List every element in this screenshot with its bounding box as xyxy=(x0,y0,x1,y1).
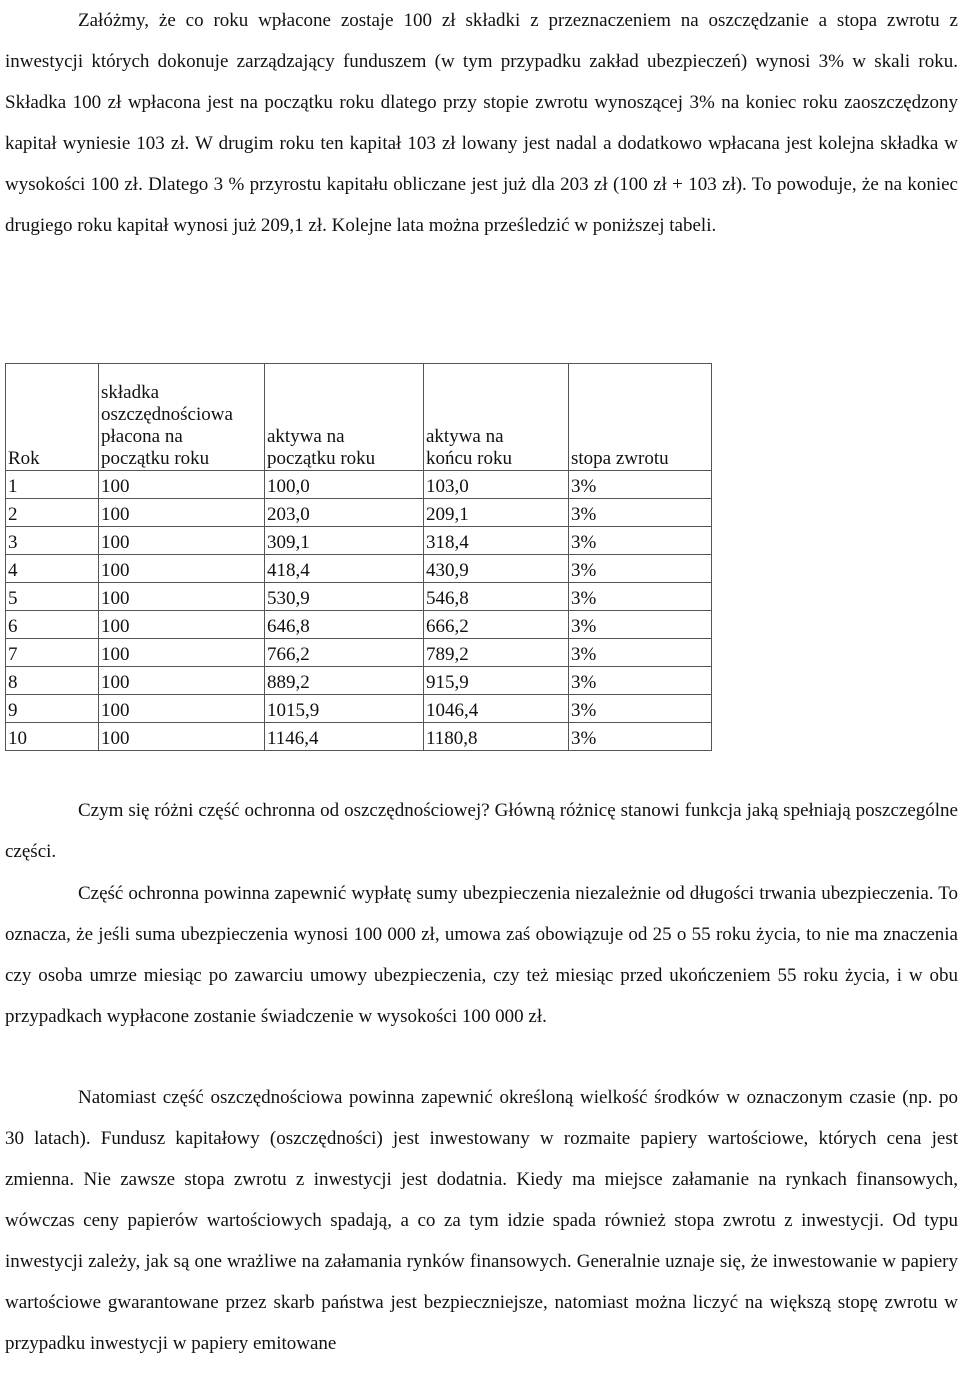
table-cell: 100 xyxy=(99,555,265,583)
table-cell: 3% xyxy=(569,723,712,751)
table-cell: 100 xyxy=(99,695,265,723)
table-cell: 1146,4 xyxy=(265,723,424,751)
table-cell: 666,2 xyxy=(424,611,569,639)
table-row xyxy=(6,695,712,723)
table-cell: 100 xyxy=(99,499,265,527)
table-cell: 10 xyxy=(6,723,99,751)
table-row xyxy=(6,723,712,751)
table-cell: 789,2 xyxy=(424,639,569,667)
table-cell: 1 xyxy=(6,471,99,499)
table-cell: 5 xyxy=(6,583,99,611)
table-cell: 6 xyxy=(6,611,99,639)
table-cell: 309,1 xyxy=(265,527,424,555)
table-cell: 1046,4 xyxy=(424,695,569,723)
table-cell: 100 xyxy=(99,639,265,667)
table-cell: 418,4 xyxy=(265,555,424,583)
table-cell: 100 xyxy=(99,583,265,611)
table-cell: 100 xyxy=(99,611,265,639)
table-row xyxy=(6,639,712,667)
table-cell: 1180,8 xyxy=(424,723,569,751)
table-row xyxy=(6,583,712,611)
table-cell: 546,8 xyxy=(424,583,569,611)
table-cell: 7 xyxy=(6,639,99,667)
table-cell: 318,4 xyxy=(424,527,569,555)
table-cell: 3% xyxy=(569,471,712,499)
table-cell: 3% xyxy=(569,527,712,555)
table-header-row xyxy=(6,364,712,471)
table-body xyxy=(6,471,712,751)
table-cell: 100 xyxy=(99,667,265,695)
table-cell: 3% xyxy=(569,695,712,723)
table-cell: 646,8 xyxy=(265,611,424,639)
paragraph-oszczednosciowa: Natomiast część oszczędnościowa powinna zapewnić określoną wielkość środków w oznaczonym czasie (np. po 30 latach). Fundusz kapitałowy (oszczędności) jest inwestowany w rozmaite papiery wartościowe, których cena jest zmienna. Nie zawsze stopa zwrotu z inwestycji jest dodatnia. Kiedy ma miejsce załamanie na rynkach finansowych, wówczas ceny papierów wartościowych spadają, a co za tym idzie spada również stopa zwrotu z inwestycji. Od typu inwestycji zależy, jak są one wrażliwe na załamania rynków finansowych. Generalnie uznaje się, że inwestowanie w papiery wartościowe gwarantowane przez skarb państwa jest bezpieczniejsze, natomiast można liczyć na większą stopę zwrotu w przypadku inwestycji w papiery emitowane xyxy=(5,1087,958,1354)
table-cell: 3 xyxy=(6,527,99,555)
header-aktywa-koniec: aktywa na końcu roku xyxy=(424,364,569,471)
table-cell: 100 xyxy=(99,527,265,555)
table-cell: 3% xyxy=(569,583,712,611)
table-cell: 8 xyxy=(6,667,99,695)
table-cell: 3% xyxy=(569,667,712,695)
table-cell: 209,1 xyxy=(424,499,569,527)
table-row xyxy=(6,555,712,583)
table-cell: 103,0 xyxy=(424,471,569,499)
table-cell: 889,2 xyxy=(265,667,424,695)
table-row xyxy=(6,499,712,527)
paragraph-intro: Załóżmy, że co roku wpłacone zostaje 100 zł składki z przeznaczeniem na oszczędzanie a stopa zwrotu z inwestycji których dokonuje zarządzający funduszem (w tym przypadku zakład ubezpieczeń) wynosi 3% w skali roku. Składka 100 zł wpłacona jest na początku roku dlatego przy stopie zwrotu wynoszącej 3% na koniec roku zaoszczędzony kapitał wyniesie 103 zł. W drugim roku ten kapitał 103 zł lowany jest nadal a dodatkowo wpłacana jest kolejna składka w wysokości 100 zł. Dlatego 3 % przyrostu kapitału obliczane jest już dla 203 zł (100 zł + 103 zł). To powoduje, że na koniec drugiego roku kapitał wynosi już 209,1 zł. Kolejne lata można prześledzić w poniższej tabeli. xyxy=(5,10,958,236)
table-cell: 203,0 xyxy=(265,499,424,527)
table-cell: 100 xyxy=(99,471,265,499)
table-row xyxy=(6,611,712,639)
table-row xyxy=(6,471,712,499)
savings-table xyxy=(5,363,712,751)
table-cell: 1015,9 xyxy=(265,695,424,723)
table-cell: 915,9 xyxy=(424,667,569,695)
header-skladka: składka oszczędnościowa płacona na początku roku xyxy=(99,364,265,471)
table-cell: 766,2 xyxy=(265,639,424,667)
table-cell: 100,0 xyxy=(265,471,424,499)
table-row xyxy=(6,667,712,695)
paragraph-ochronna: Część ochronna powinna zapewnić wypłatę sumy ubezpieczenia niezależnie od długości trwania ubezpieczenia. To oznacza, że jeśli suma ubezpieczenia wynosi 100 000 zł, umowa zaś obowiązuje od 25 o 55 roku życia, to nie ma znaczenia czy osoba umrze miesiąc po zawarciu umowy ubezpieczenia, czy też miesiąc przed ukończeniem 55 roku życia, i w obu przypadkach wypłacone zostanie świadczenie w wysokości 100 000 zł. xyxy=(5,883,958,1027)
table-cell: 100 xyxy=(99,723,265,751)
paragraph-question: Czym się różni część ochronna od oszczędnościowej? Główną różnicę stanowi funkcja jaką spełniają poszczególne części. xyxy=(5,800,958,862)
header-stopa-zwrotu: stopa zwrotu xyxy=(569,364,712,471)
table-cell: 3% xyxy=(569,611,712,639)
table-row xyxy=(6,527,712,555)
table-cell: 4 xyxy=(6,555,99,583)
table-cell: 3% xyxy=(569,639,712,667)
table-cell: 3% xyxy=(569,555,712,583)
header-aktywa-poczatek: aktywa na początku roku xyxy=(265,364,424,471)
table-cell: 430,9 xyxy=(424,555,569,583)
table-cell: 3% xyxy=(569,499,712,527)
table-cell: 9 xyxy=(6,695,99,723)
table-cell: 2 xyxy=(6,499,99,527)
header-rok: Rok xyxy=(6,364,99,471)
table-cell: 530,9 xyxy=(265,583,424,611)
document-page xyxy=(5,0,958,1354)
